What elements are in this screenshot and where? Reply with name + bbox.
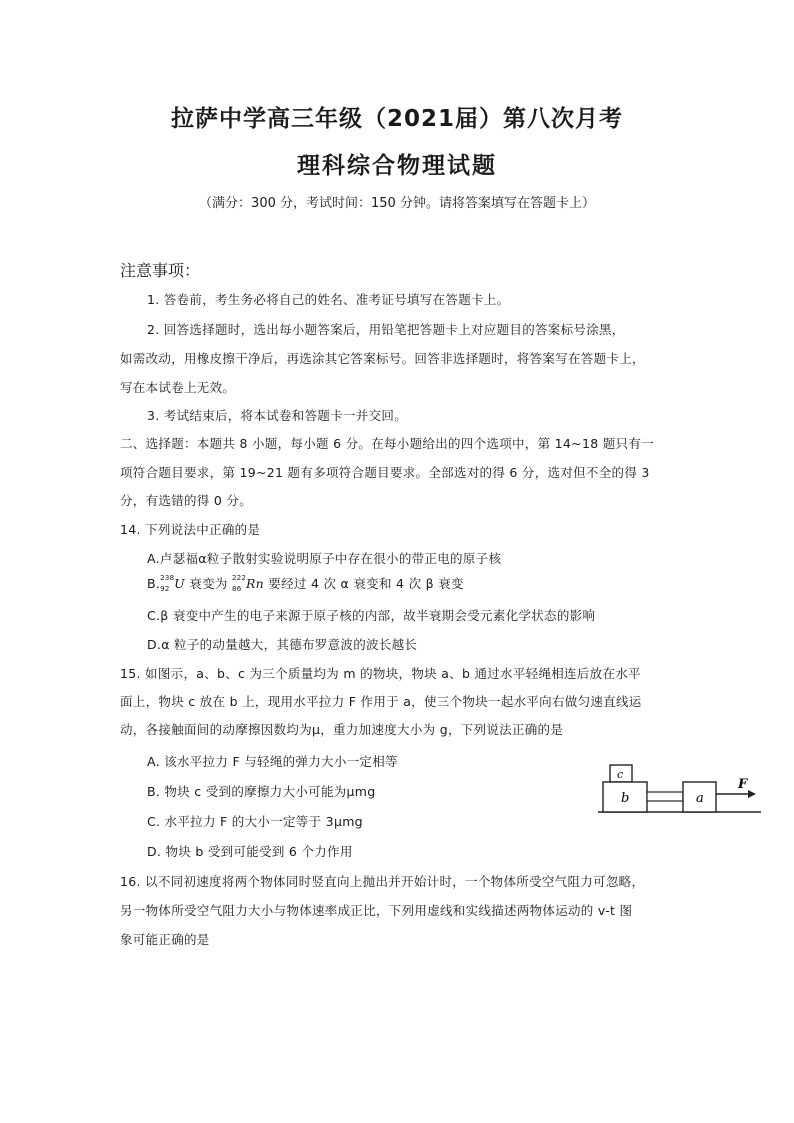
notice-item-1: 1. 答卷前，考生务必将自己的姓名、准考证号填写在答题卡上。 xyxy=(147,292,510,307)
q14-option-a: A.卢瑟福α粒子散射实验说明原子中存在很小的带正电的原子核 xyxy=(147,551,502,566)
q14-option-d: D.α 粒子的动量越大，其德布罗意波的波长越长 xyxy=(147,637,418,652)
section2-line-3: 分，有选错的得 0 分。 xyxy=(120,493,252,508)
q15-line-2: 面上，物块 c 放在 b 上，现用水平拉力 F 作用于 a，使三个物块一起水平向右做匀速直线运 xyxy=(120,694,642,709)
notice-item-3: 3. 考试结束后，将本试卷和答题卡一并交回。 xyxy=(147,408,408,423)
q15-option-a: A. 该水平拉力 F 与轻绳的弹力大小一定相等 xyxy=(147,754,398,769)
radon-mass-number: 222 xyxy=(231,573,247,582)
radon-nuclide xyxy=(231,573,247,594)
notice-heading: 注意事项： xyxy=(120,261,201,280)
exam-subject-title: 理科综合物理试题 xyxy=(297,153,497,179)
notice-item-2b: 如需改动，用橡皮擦干净后，再选涂其它答案标号。回答非选择题时，将答案写在答题卡上， xyxy=(120,351,645,366)
q16-line-3: 象可能正确的是 xyxy=(120,932,210,947)
q15-line-3: 动，各接触面间的动摩擦因数均为μ，重力加速度大小为 g，下列说法正确的是 xyxy=(120,722,564,737)
q16-line-1: 16. 以不同初速度将两个物体同时竖直向上抛出并开始计时，一个物体所受空气阻力可忽略， xyxy=(120,874,645,889)
force-arrowhead xyxy=(748,790,756,798)
q14-option-b xyxy=(147,574,464,594)
radon-symbol: Rn xyxy=(245,576,265,591)
exam-title: 拉萨中学高三年级（2021届）第八次月考 xyxy=(170,106,623,132)
label-F: F xyxy=(738,777,748,792)
label-a: a xyxy=(696,791,704,806)
radon-atomic-number: 86 xyxy=(231,584,242,593)
q14-option-c: C.β 衰变中产生的电子来源于原子核的内部，故半衰期会受元素化学状态的影响 xyxy=(147,608,596,623)
uranium-mass-number: 238 xyxy=(160,573,175,582)
q16-line-2: 另一物体所受空气阻力大小与物体速率成正比，下列用虚线和实线描述两物体运动的 v-t 图 xyxy=(120,903,633,918)
uranium-symbol: U xyxy=(174,576,185,591)
q14-option-b-suffix: 要经过 4 次 α 衰变和 4 次 β 衰变 xyxy=(264,576,464,591)
q15-line-1: 15. 如图示，a、b、c 为三个质量均为 m 的物块，物块 a、b 通过水平轻绳相连后放在水平 xyxy=(120,666,641,681)
notice-item-2c: 写在本试卷上无效。 xyxy=(120,380,236,395)
q15-option-c: C. 水平拉力 F 的大小一定等于 3μmg xyxy=(147,814,363,829)
exam-info: （满分：300 分，考试时间：150 分钟。请将答案填写在答题卡上） xyxy=(199,196,595,211)
section2-line-2: 项符合题目要求，第 19~21 题有多项符合题目要求。全部选对的得 6 分，选对但不全的得 3 xyxy=(120,465,650,480)
q14-stem: 14. 下列说法中正确的是 xyxy=(120,522,261,537)
q15-option-b: B. 物块 c 受到的摩擦力大小可能为μmg xyxy=(147,784,376,799)
q14-option-b-prefix: B. xyxy=(147,576,161,591)
uranium-atomic-number: 92 xyxy=(160,584,170,593)
label-c: c xyxy=(617,768,624,781)
q14-option-b-mid: 衰变为 xyxy=(185,576,232,591)
uranium-nuclide xyxy=(160,573,175,594)
section2-line-1: 二、选择题：本题共 8 小题，每小题 6 分。在每小题给出的四个选项中，第 14~18 题只有一 xyxy=(120,436,654,451)
notice-item-2a: 2. 回答选择题时，选出每小题答案后，用铅笔把答题卡上对应题目的答案标号涂黑， xyxy=(147,322,625,337)
rope xyxy=(647,792,683,801)
label-b: b xyxy=(621,791,630,806)
q15-blocks-figure xyxy=(598,755,768,817)
q15-option-d: D. 物块 b 受到可能受到 6 个力作用 xyxy=(147,844,353,859)
